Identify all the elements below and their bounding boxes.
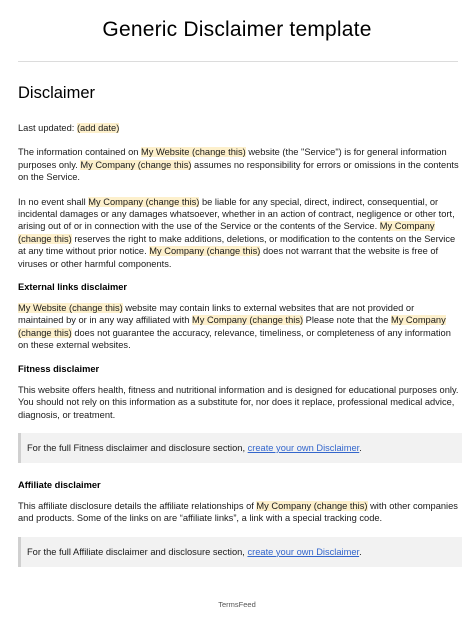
fitness-paragraph: This website offers health, fitness and nutritional information and is designed for educational purposes only. You should not rely on this information as a substitute for, nor does it replace, professional medical advice, diagnosis, or treatment. [18,384,459,420]
external-links-heading: External links disclaimer [18,282,128,293]
placeholder-highlight: My Company (change this) [18,315,446,338]
placeholder-highlight: My Company (change this) [191,315,304,326]
placeholder-highlight: My Website (change this) [141,147,246,158]
external-links-paragraph: My Website (change this) website may contain links to external websites that are not provided or maintained by or in any way affiliated with My Company (change this) Please note that the My Company (change this) does not guarantee the accuracy, relevance, timeliness, or completeness of any information on these external websites. [18,303,451,351]
fitness-heading: Fitness disclaimer [18,363,100,374]
title-divider [18,61,458,62]
placeholder-highlight: My Company (change this) [18,221,435,244]
affiliate-callout: For the full Affiliate disclaimer and disclosure section, create your own Disclaimer. [18,537,462,567]
last-updated: Last updated: (add date) [18,123,120,133]
placeholder-highlight: My Company (change this) [256,500,368,511]
create-disclaimer-link[interactable]: create your own Disclaimer [247,546,360,557]
footer-brand: TermsFeed [218,600,256,609]
affiliate-paragraph: This affiliate disclosure details the affiliate relationships of My Company (change this) with other companies and products. Some of the links on are “affiliate links”, a link with a special tracking code. [18,500,458,524]
placeholder-highlight: My Company (change this) [149,246,261,257]
liability-paragraph: In no event shall My Company (change this) be liable for any special, direct, indirect, consequential, or incidental damages or any damages whatsoever, whether in an action of contract, negligence or other tort, arising out of or in connection with the use of the Service or the contents of the Service. My Company (change this) reserves the right to make additions, deletions, or modification to the contents on the Service at any time without prior notice. My Company (change this) does not warrant that the website is free of viruses or other harmful components. [18,196,456,269]
placeholder-highlight: My Company (change this) [88,196,200,207]
create-disclaimer-link[interactable]: create your own Disclaimer [247,442,360,453]
section-heading: Disclaimer [18,84,96,102]
document-title: Generic Disclaimer template [102,18,372,41]
document-body [18,84,462,584]
affiliate-heading: Affiliate disclaimer [18,479,101,490]
fitness-callout: For the full Fitness disclaimer and disclosure section, create your own Disclaimer. [18,433,462,463]
placeholder-highlight: My Website (change this) [18,303,123,314]
placeholder-highlight: My Company (change this) [80,159,192,170]
intro-paragraph: The information contained on My Website (change this) website (the "Service") is for general information purposes only. My Company (change this) assumes no responsibility for errors or omissions in the contents on the Service. [18,147,459,183]
placeholder-highlight: (add date) [76,123,120,133]
